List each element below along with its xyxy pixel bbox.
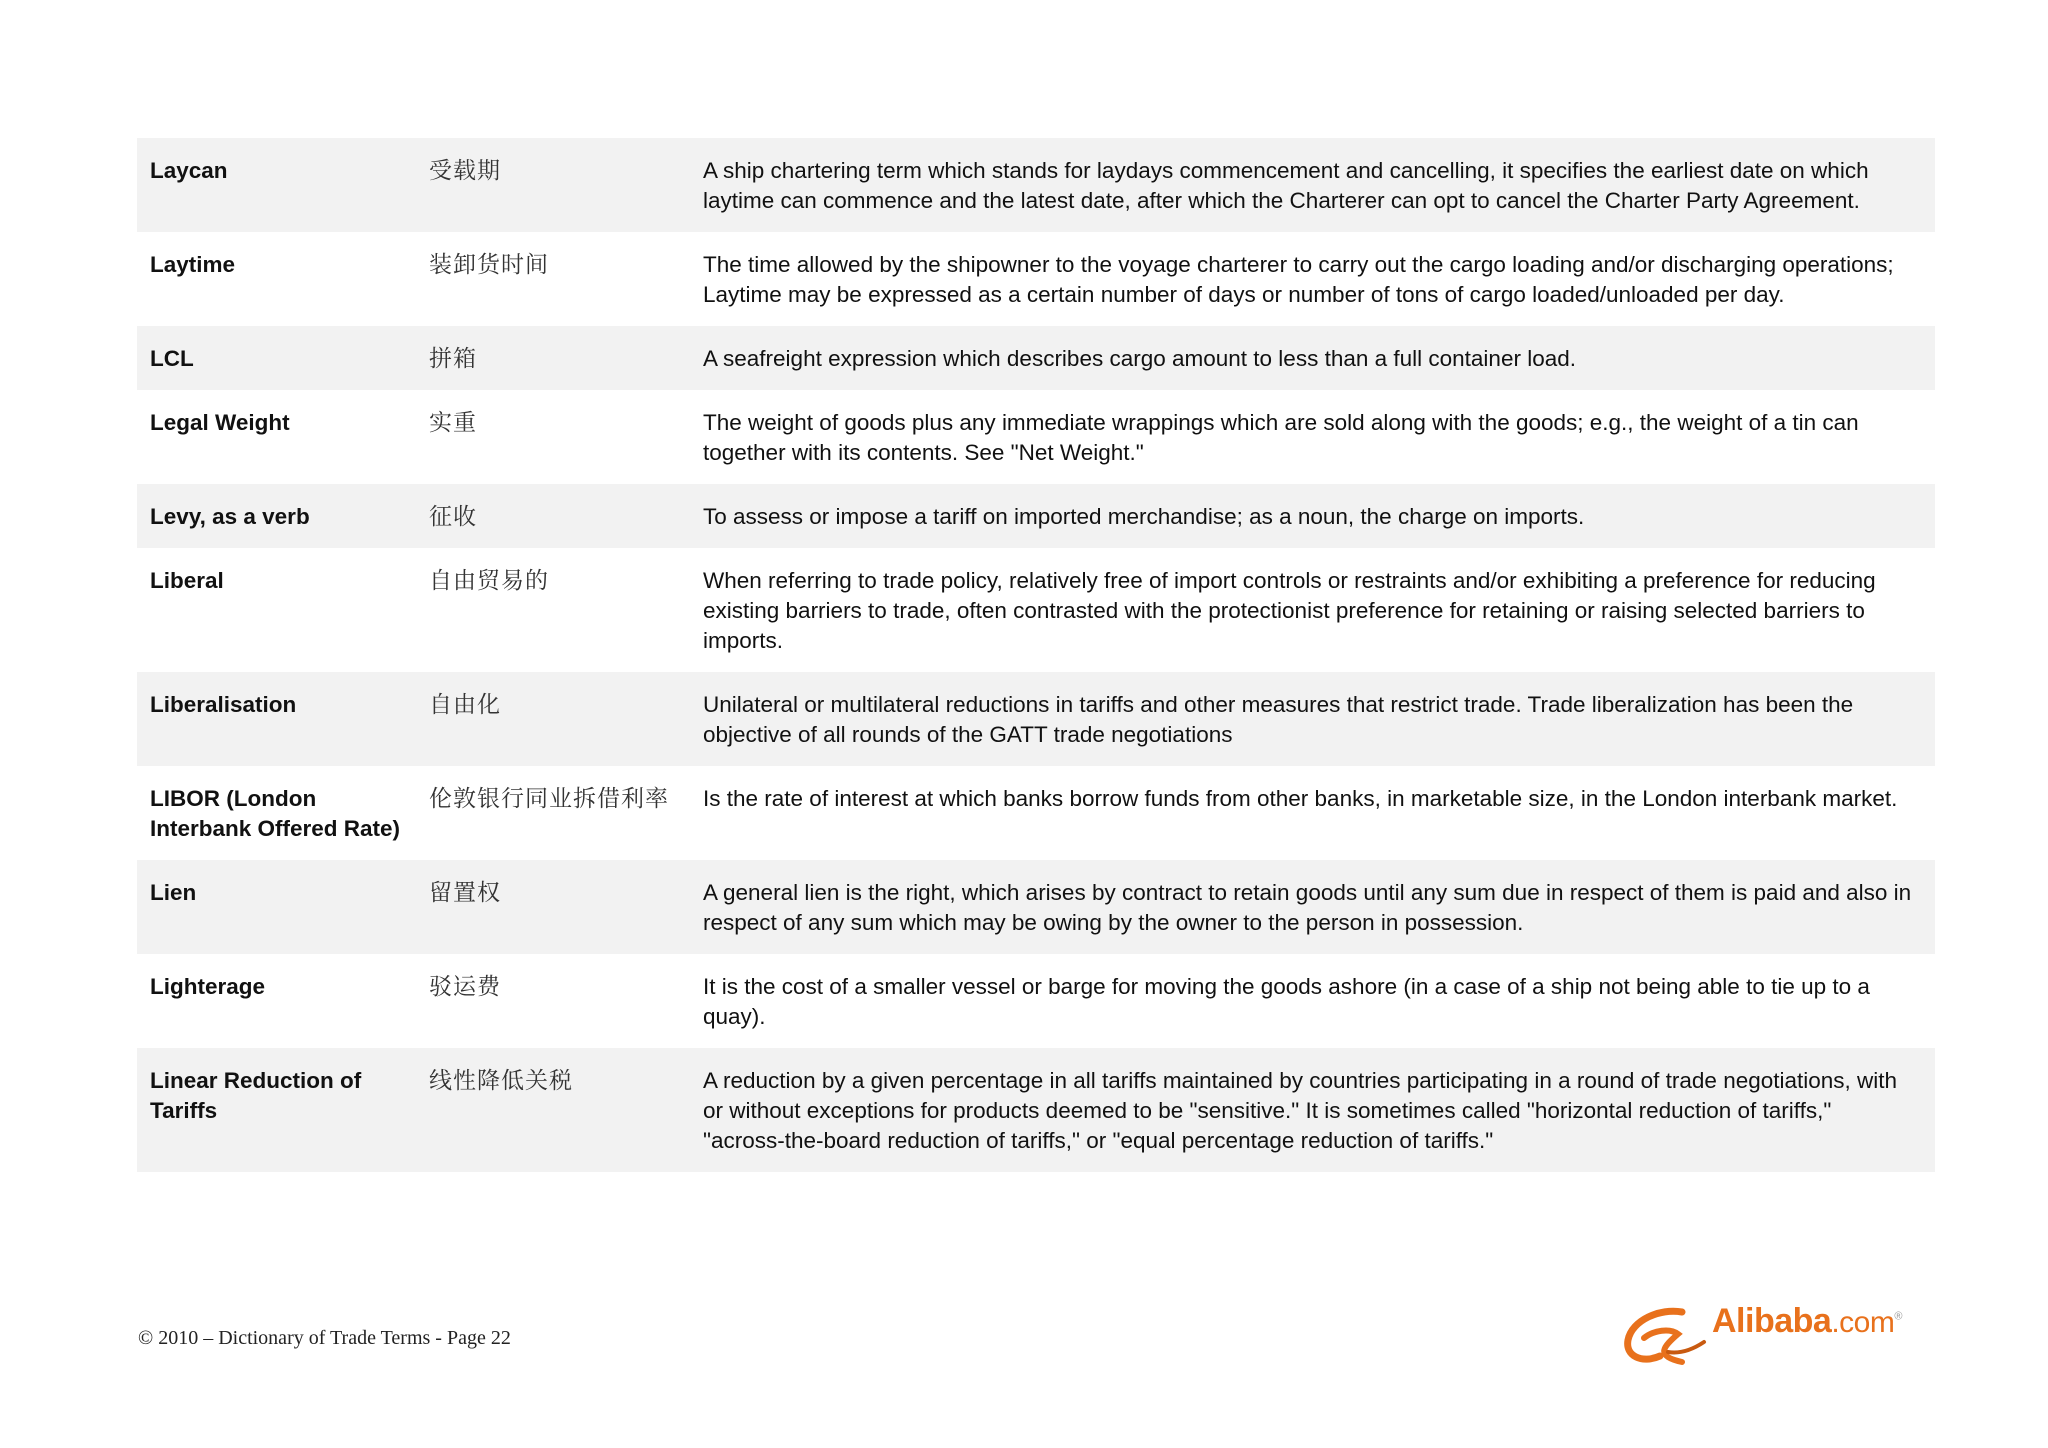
logo-registered-mark: ® [1894,1310,1902,1323]
term-row [137,860,1935,954]
term-name: Liberal [150,568,224,593]
term-chinese: 自由化 [429,692,501,718]
term-name: Liberalisation [150,692,297,717]
term-chinese: 征收 [429,504,477,530]
term-definition: To assess or impose a tariff on imported merchandise; as a noun, the charge on imports. [703,504,1585,529]
term-name: Legal Weight [150,410,290,435]
term-row [137,326,1935,390]
term-definition: A ship chartering term which stands for laydays commencement and cancelling, it specifies the earliest date on which laytime can commence and the latest date, after which the Charterer can opt to cancel the Charter Party Agreement. [703,158,1869,213]
term-definition: When referring to trade policy, relatively free of import controls or restraints and/or exhibiting a preference for reducing existing barriers to trade, often contrasted with the protectionist preference for retaining or raising selected barriers to imports. [703,568,1876,653]
term-row [137,766,1935,860]
term-name: Laycan [150,158,228,183]
terms-table [137,138,1935,1172]
term-row [137,672,1935,766]
term-chinese: 伦敦银行同业拆借利率 [429,786,669,812]
term-name: Lien [150,880,197,905]
term-definition: Is the rate of interest at which banks borrow funds from other banks, in marketable size, in the London interbank market. [703,786,1898,811]
term-name: LCL [150,346,194,371]
page-footer: © 2010 – Dictionary of Trade Terms - Page 22 [138,1327,511,1349]
alibaba-logo-icon [1620,1306,1710,1370]
term-row [137,138,1935,232]
term-name: Lighterage [150,974,266,999]
term-definition: Unilateral or multilateral reductions in tariffs and other measures that restrict trade. Trade liberalization has been the objective of all rounds of the GATT trade negotiations [703,692,1854,747]
term-definition: It is the cost of a smaller vessel or barge for moving the goods ashore (in a case of a ship not being able to tie up to a quay). [703,974,1870,1029]
term-chinese: 实重 [429,410,477,436]
term-definition: A general lien is the right, which arises by contract to retain goods until any sum due in respect of them is paid and also in respect of any sum which may be owing by the owner to the person in possession. [703,880,1912,935]
logo-suffix: .com [1831,1306,1895,1339]
term-chinese: 自由贸易的 [429,568,549,594]
term-chinese: 留置权 [429,880,501,906]
term-chinese: 驳运费 [429,974,501,1000]
term-row [137,954,1935,1048]
term-definition: A reduction by a given percentage in all tariffs maintained by countries participating in a round of trade negotiations, with or without exceptions for products deemed to be "sensitive." It is sometimes called "horizontal reduction of tariffs," "across-the-board reduction of tariffs," or "equal percentage reduction of tariffs." [703,1068,1898,1153]
term-chinese: 线性降低关税 [429,1068,573,1094]
term-definition: The time allowed by the shipowner to the voyage charterer to carry out the cargo loading and/or discharging operations; Laytime may be expressed as a certain number of days or number of tons of cargo loaded/unloaded per day. [703,252,1894,307]
alibaba-logo [1620,1300,1920,1374]
term-chinese: 受载期 [429,158,501,184]
term-row [137,548,1935,672]
term-name: LIBOR (London Interbank Offered Rate) [150,786,401,841]
term-name: Levy, as a verb [150,504,310,529]
term-definition: A seafreight expression which describes cargo amount to less than a full container load. [703,346,1576,371]
logo-wordmark: Alibaba [1712,1302,1832,1340]
term-definition: The weight of goods plus any immediate wrappings which are sold along with the goods; e.g., the weight of a tin can together with its contents. See "Net Weight." [703,410,1859,465]
term-name: Laytime [150,252,236,277]
term-row [137,390,1935,484]
term-row [137,1048,1935,1172]
term-chinese: 装卸货时间 [429,252,549,278]
term-name: Linear Reduction of Tariffs [150,1068,362,1123]
term-row [137,484,1935,548]
term-row [137,232,1935,326]
term-chinese: 拼箱 [429,346,477,372]
